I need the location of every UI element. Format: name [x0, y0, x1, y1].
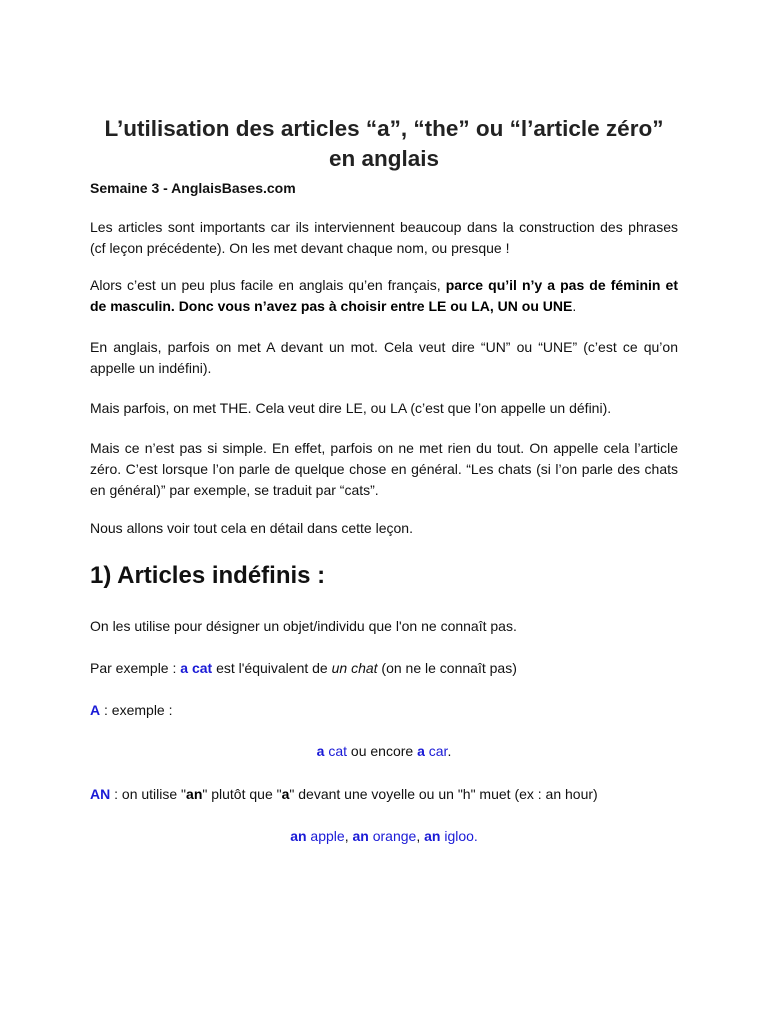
noun: apple	[306, 828, 345, 844]
noun: orange	[368, 828, 417, 844]
text: (on ne le connaît pas)	[377, 660, 517, 676]
article: an	[352, 828, 369, 844]
text: .	[572, 298, 577, 314]
example-a-line	[90, 741, 678, 762]
text: Par exemple :	[90, 660, 181, 676]
text: .	[447, 743, 452, 759]
bold-text: an	[186, 786, 203, 802]
article: a	[417, 743, 425, 759]
section-paragraph-example	[90, 658, 678, 679]
section-heading: 1) Articles indéfinis :	[90, 562, 326, 589]
italic-text: un chat	[331, 660, 378, 676]
text: ,	[344, 828, 353, 844]
a-label-line	[90, 700, 678, 721]
text: ou encore	[347, 743, 418, 759]
title-line-2: en anglais	[328, 146, 440, 171]
article-an-label: AN	[90, 786, 111, 802]
text: Alors c’est un peu plus facile en anglais qu’en français,	[90, 277, 446, 293]
an-label-line	[90, 784, 678, 805]
text: est l'équivalent de	[212, 660, 332, 676]
example-an-line	[90, 826, 678, 847]
paragraph-intro: Les articles sont importants car ils interviennent beaucoup dans la construction des phrases (cf leçon précédente). On les met devant chaque nom, ou presque !	[90, 219, 678, 256]
paragraph-definite: Mais parfois, on met THE. Cela veut dire LE, ou LA (c’est que l’on appelle un défini).	[90, 400, 612, 416]
text: : on utilise "	[110, 786, 187, 802]
article: an	[424, 828, 441, 844]
text: " plutôt que "	[202, 786, 282, 802]
example-word: a cat	[180, 660, 213, 676]
paragraph-gender	[90, 275, 678, 317]
text: : exemple :	[100, 702, 173, 718]
article: a	[316, 743, 325, 759]
text: ,	[416, 828, 425, 844]
noun: car	[424, 743, 448, 759]
section-paragraph-usage: On les utilise pour désigner un objet/individu que l'on ne connaît pas.	[90, 618, 517, 634]
text: " devant une voyelle ou un "h" muet (ex : an hour)	[289, 786, 598, 802]
paragraph-indefinite: En anglais, parfois on met A devant un mot. Cela veut dire “UN” ou “UNE” (c’est ce qu’on appelle un indéfini).	[90, 339, 678, 376]
paragraph-lesson: Nous allons voir tout cela en détail dans cette leçon.	[90, 520, 413, 536]
noun: cat	[324, 743, 348, 759]
title-line-1: L’utilisation des articles “a”, “the” ou “l’article zéro”	[104, 116, 664, 141]
page-title	[60, 114, 708, 174]
noun: igloo.	[440, 828, 478, 844]
paragraph-zero-article: Mais ce n’est pas si simple. En effet, parfois on ne met rien du tout. On appelle cela l’article zéro. C’est lorsque l’on parle de quelque chose en général. “Les chats (si l’on parle des chats en général)” par exemple, se traduit par “cats”.	[90, 440, 678, 498]
bold-text: a	[281, 786, 290, 802]
article-a-label: A	[90, 702, 101, 718]
subtitle: Semaine 3 - AnglaisBases.com	[90, 180, 296, 196]
article: an	[290, 828, 307, 844]
bold-text: parce qu’il n’y a pas de féminin et de masculin. Donc vous n’avez pas à choisir entre LE ou LA, UN ou UNE	[90, 277, 678, 314]
